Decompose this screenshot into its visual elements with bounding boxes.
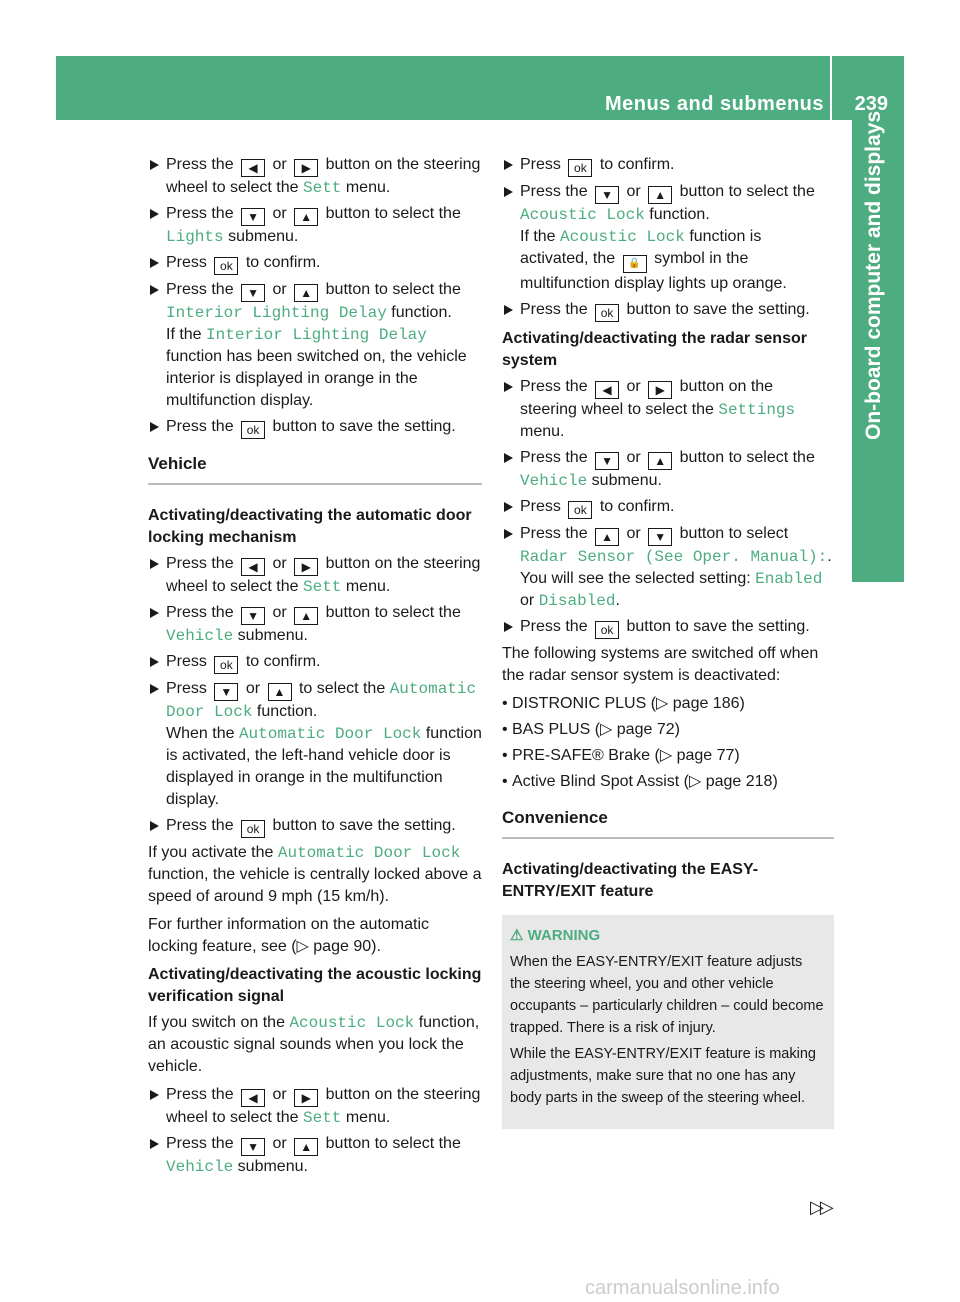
right-arrow-key-icon: ▶ <box>294 558 318 576</box>
warning-text: While the EASY-ENTRY/EXIT feature is making adjustments, make sure that no one has any body parts in the sweep of the steering wheel. <box>510 1046 816 1106</box>
header-divider <box>830 56 832 120</box>
step: Press the ok button to save the setting. <box>502 299 834 322</box>
list-item: • Active Blind Spot Assist (▷ page 218) <box>502 771 834 793</box>
ok-key-icon: ok <box>241 820 265 838</box>
section-heading-vehicle: Vehicle <box>148 453 482 485</box>
right-column <box>502 154 834 1129</box>
page-number: 239 <box>854 93 888 115</box>
side-tab-label: On-board computer and displays <box>862 110 885 440</box>
up-arrow-key-icon: ▲ <box>294 208 318 226</box>
ok-key-icon: ok <box>595 621 619 639</box>
ok-key-icon: ok <box>568 159 592 177</box>
step: Press the ◀ or ▶ button on the steering wheel to select the Sett menu. <box>148 1084 482 1129</box>
step: Press the ok button to save the setting. <box>502 616 834 639</box>
step: Press the ◀ or ▶ button on the steering wheel to select the Sett menu. <box>148 553 482 598</box>
subsection-heading: Activating/deactivating the automatic door locking mechanism <box>148 507 472 546</box>
left-arrow-key-icon: ◀ <box>241 159 265 177</box>
step: Press the ▼ or ▲ button to select the Interior Lighting Delay function. If the Interior Lighting Delay function has been switched on, the vehicle interior is displayed in orange in the multifunction display. <box>148 279 482 412</box>
down-arrow-key-icon: ▼ <box>241 208 265 226</box>
paragraph: If you activate the Automatic Door Lock function, the vehicle is centrally locked above a speed of around 9 mph (15 km/h). <box>148 844 482 905</box>
section-heading-convenience: Convenience <box>502 807 834 839</box>
left-arrow-key-icon: ◀ <box>241 1089 265 1107</box>
list-item: • PRE-SAFE® Brake (▷ page 77) <box>502 745 834 767</box>
down-arrow-key-icon: ▼ <box>241 607 265 625</box>
up-arrow-key-icon: ▲ <box>294 284 318 302</box>
down-arrow-key-icon: ▼ <box>595 186 619 204</box>
step: Press the ▼ or ▲ button to select the Acoustic Lock function. If the Acoustic Lock function is activated, the 🔒 symbol in the multifunction display lights up orange. <box>502 181 834 295</box>
step: Press the ▼ or ▲ button to select the Vehicle submenu. <box>148 1133 482 1178</box>
ok-key-icon: ok <box>214 257 238 275</box>
ok-key-icon: ok <box>595 304 619 322</box>
continued-marker: ▷▷ <box>810 1197 830 1217</box>
step: Press ok to confirm. <box>148 651 482 674</box>
side-tab-marker <box>852 540 904 582</box>
warning-box <box>502 915 834 1129</box>
down-arrow-key-icon: ▼ <box>648 528 672 546</box>
step: Press the ▼ or ▲ button to select the Vehicle submenu. <box>148 602 482 647</box>
down-arrow-key-icon: ▼ <box>241 1138 265 1156</box>
paragraph: If you switch on the Acoustic Lock function, an acoustic signal sounds when you lock the vehicle. <box>148 1014 480 1075</box>
step: Press the ▼ or ▲ button to select the Lights submenu. <box>148 203 482 248</box>
warning-triangle-icon: ⚠ <box>510 927 524 944</box>
ok-key-icon: ok <box>568 501 592 519</box>
step: Press the ◀ or ▶ button on the steering wheel to select the Sett menu. <box>148 154 482 199</box>
down-arrow-key-icon: ▼ <box>214 683 238 701</box>
ok-key-icon: ok <box>241 421 265 439</box>
down-arrow-key-icon: ▼ <box>595 452 619 470</box>
right-arrow-key-icon: ▶ <box>294 159 318 177</box>
page-title: Menus and submenus <box>604 93 824 115</box>
down-arrow-key-icon: ▼ <box>241 284 265 302</box>
left-column <box>148 154 482 1182</box>
up-arrow-key-icon: ▲ <box>268 683 292 701</box>
list-item: • DISTRONIC PLUS (▷ page 186) <box>502 693 834 715</box>
up-arrow-key-icon: ▲ <box>648 452 672 470</box>
step: Press ok to confirm. <box>502 154 834 177</box>
step: Press the ▼ or ▲ button to select the Vehicle submenu. <box>502 447 834 492</box>
right-arrow-key-icon: ▶ <box>294 1089 318 1107</box>
paragraph: For further information on the automatic locking feature, see (▷ page 90). <box>148 916 430 955</box>
step: Press the ok button to save the setting. <box>148 416 482 439</box>
step: Press the ▲ or ▼ button to select Radar Sensor (See Oper. Manual):. You will see the selected setting: Enabled or Disabled. <box>502 523 834 612</box>
up-arrow-key-icon: ▲ <box>294 1138 318 1156</box>
ok-key-icon: ok <box>214 656 238 674</box>
watermark: carmanualsonline.info <box>585 1277 780 1299</box>
right-arrow-key-icon: ▶ <box>648 381 672 399</box>
warning-text: When the EASY-ENTRY/EXIT feature adjusts the steering wheel, you and other vehicle occupants – particularly children – could become trapped. There is a risk of injury. <box>510 954 824 1036</box>
header-bar <box>56 56 904 120</box>
list-item: • BAS PLUS (▷ page 72) <box>502 719 834 741</box>
step: Press ▼ or ▲ to select the Automatic Door Lock function. When the Automatic Door Lock function is activated, the left-hand vehicle door is displayed in orange in the multifunction display. <box>148 678 482 811</box>
subsection-heading: Activating/deactivating the EASY-ENTRY/EXIT feature <box>502 861 759 900</box>
step: Press ok to confirm. <box>502 496 834 519</box>
subsection-heading: Activating/deactivating the radar sensor system <box>502 330 807 369</box>
left-arrow-key-icon: ◀ <box>241 558 265 576</box>
up-arrow-key-icon: ▲ <box>294 607 318 625</box>
lock-symbol-icon: 🔒 <box>623 255 647 273</box>
up-arrow-key-icon: ▲ <box>648 186 672 204</box>
step: Press the ◀ or ▶ button on the steering wheel to select the Settings menu. <box>502 376 834 443</box>
left-arrow-key-icon: ◀ <box>595 381 619 399</box>
step: Press ok to confirm. <box>148 252 482 275</box>
warning-title: ⚠ WARNING <box>510 927 601 944</box>
subsection-heading: Activating/deactivating the acoustic locking verification signal <box>148 966 482 1005</box>
step: Press the ok button to save the setting. <box>148 815 482 838</box>
paragraph: The following systems are switched off when the radar sensor system is deactivated: <box>502 645 819 684</box>
up-arrow-key-icon: ▲ <box>595 528 619 546</box>
